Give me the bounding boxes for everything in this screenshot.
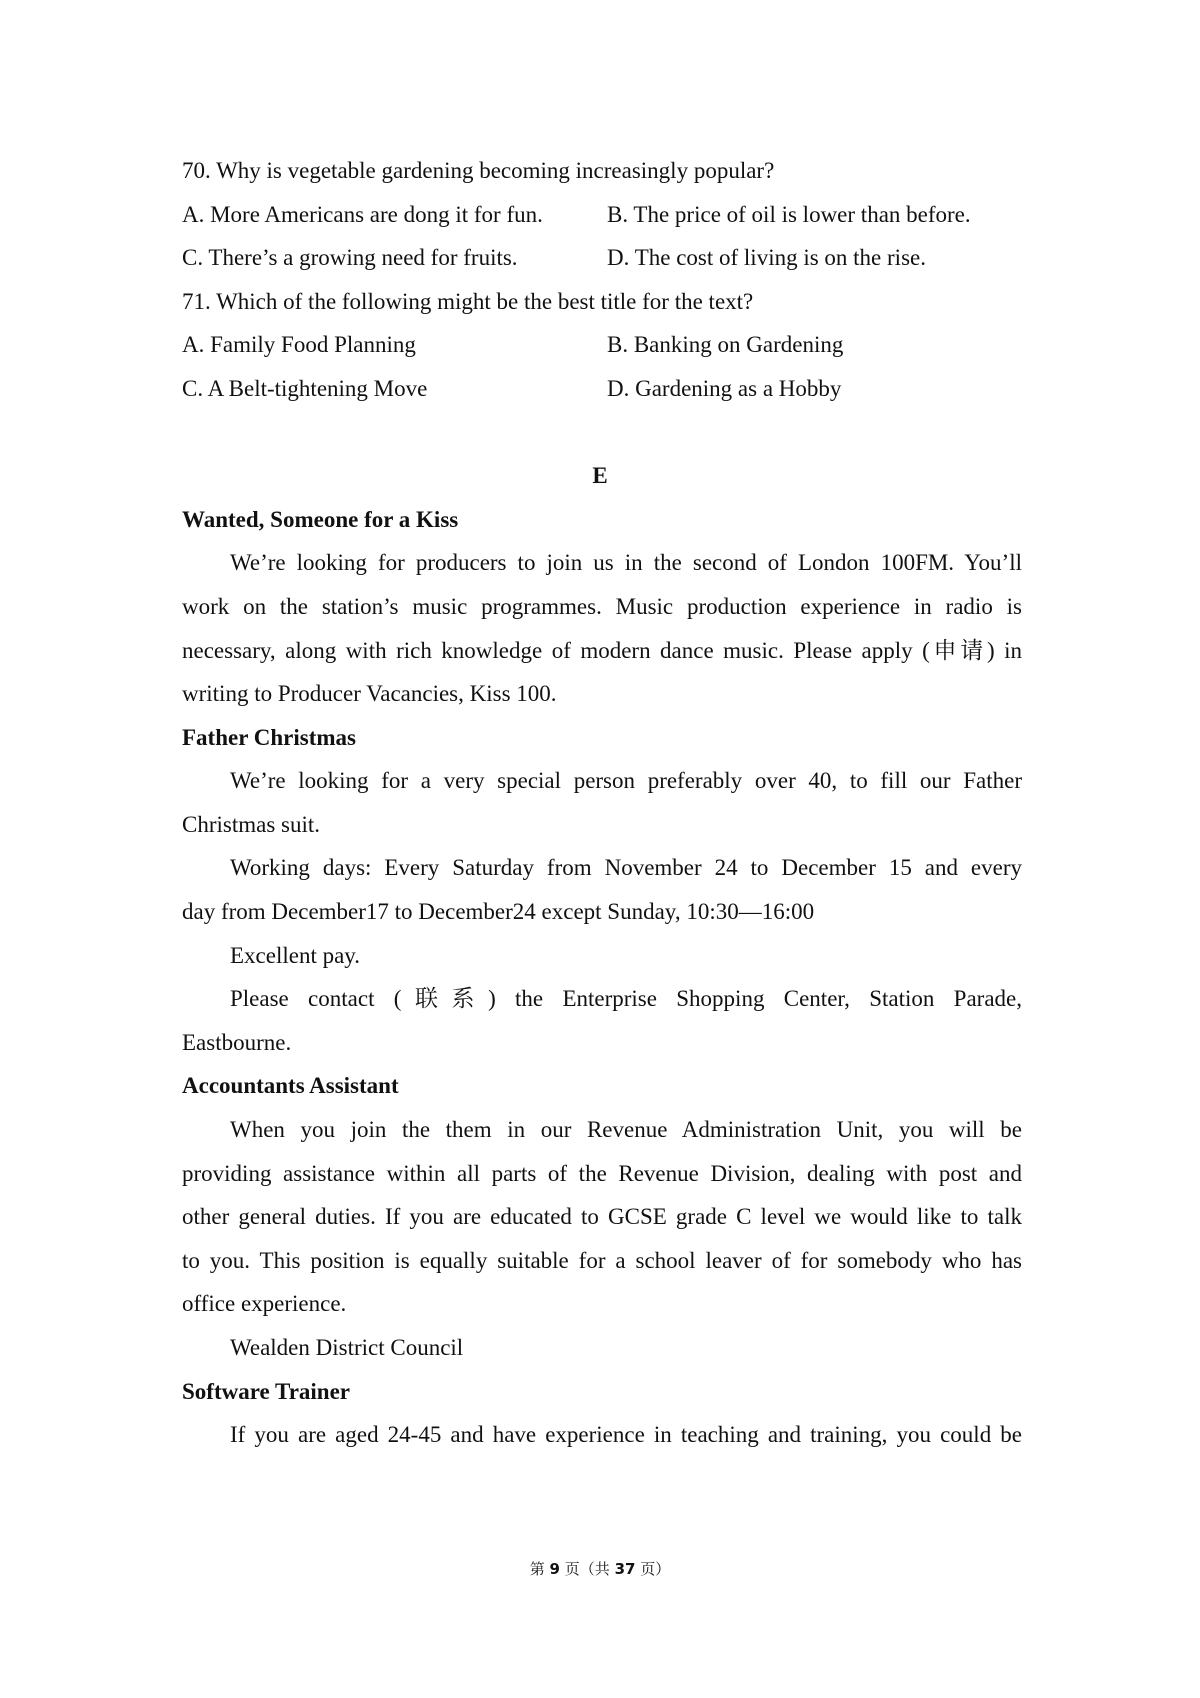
footer-middle: 页（共 — [564, 1560, 610, 1578]
footer-suffix: 页） — [640, 1560, 671, 1578]
option-70-a: A. More Americans are dong it for fun. — [182, 202, 543, 227]
option-71-a: A. Family Food Planning — [182, 332, 416, 357]
ad-kiss-line-2: work on the station’s music programmes. Music production experience in radio is — [182, 594, 1022, 619]
option-71-b: B. Banking on Gardening — [607, 332, 844, 357]
option-70-d: D. The cost of living is on the rise. — [607, 245, 926, 270]
question-71-options-ab — [182, 331, 1022, 359]
ad-accountants-line-4: to you. This position is equally suitable for a school leaver of for somebody who has — [182, 1248, 1022, 1273]
ad-christmas-line-2: Christmas suit. — [182, 812, 321, 837]
ad-accountants-line-1: When you join the them in our Revenue Administration Unit, you will be — [230, 1117, 1022, 1142]
page-footer — [0, 1558, 1200, 1579]
ad-christmas-line-5: Excellent pay. — [230, 943, 361, 968]
ad-kiss-line-3: necessary, along with rich knowledge of modern dance music. Please apply (申请) in — [182, 638, 1022, 663]
ad-christmas-line-1: We’re looking for a very special person preferably over 40, to fill our Father — [230, 768, 1022, 793]
ad-heading-kiss: Wanted, Someone for a Kiss — [182, 507, 459, 532]
question-71-options-cd — [182, 375, 1022, 403]
question-71: 71. Which of the following might be the best title for the text? — [182, 289, 754, 314]
ad-heading-software: Software Trainer — [182, 1379, 350, 1404]
footer-prefix: 第 — [529, 1560, 545, 1578]
footer-total-pages: 37 — [614, 1560, 636, 1578]
ad-accountants-line-5: office experience. — [182, 1291, 347, 1316]
option-70-b: B. The price of oil is lower than before. — [607, 202, 971, 227]
option-71-d: D. Gardening as a Hobby — [607, 376, 842, 401]
ad-accountants-line-3: other general duties. If you are educated to GCSE grade C level we would like to talk — [182, 1204, 1022, 1229]
ad-christmas-line-7: Eastbourne. — [182, 1030, 292, 1055]
option-70-c: C. There’s a growing need for fruits. — [182, 245, 518, 270]
footer-page-number: 9 — [549, 1560, 560, 1578]
ad-heading-accountants: Accountants Assistant — [182, 1073, 399, 1098]
ad-kiss-line-1: We’re looking for producers to join us in the second of London 100FM. You’ll — [230, 550, 1022, 575]
ad-kiss-line-4: writing to Producer Vacancies, Kiss 100. — [182, 681, 557, 706]
ad-christmas-line-6: Please contact (联系) the Enterprise Shopping Center, Station Parade, — [230, 986, 1022, 1011]
ad-accountants-line-2: providing assistance within all parts of the Revenue Division, dealing with post and — [182, 1161, 1022, 1186]
section-heading: E — [592, 463, 608, 488]
question-70-options-cd — [182, 244, 1022, 272]
question-70-options-ab — [182, 201, 1022, 229]
ad-accountants-line-6: Wealden District Council — [230, 1335, 464, 1360]
option-71-c: C. A Belt-tightening Move — [182, 376, 428, 401]
ad-christmas-line-3: Working days: Every Saturday from November 24 to December 15 and every — [230, 855, 1022, 880]
question-70: 70. Why is vegetable gardening becoming increasingly popular? — [182, 158, 775, 183]
ad-christmas-line-4: day from December17 to December24 except Sunday, 10:30—16:00 — [182, 899, 815, 924]
ad-software-line-1: If you are aged 24-45 and have experience in teaching and training, you could be — [230, 1422, 1022, 1447]
ad-heading-christmas: Father Christmas — [182, 725, 356, 750]
